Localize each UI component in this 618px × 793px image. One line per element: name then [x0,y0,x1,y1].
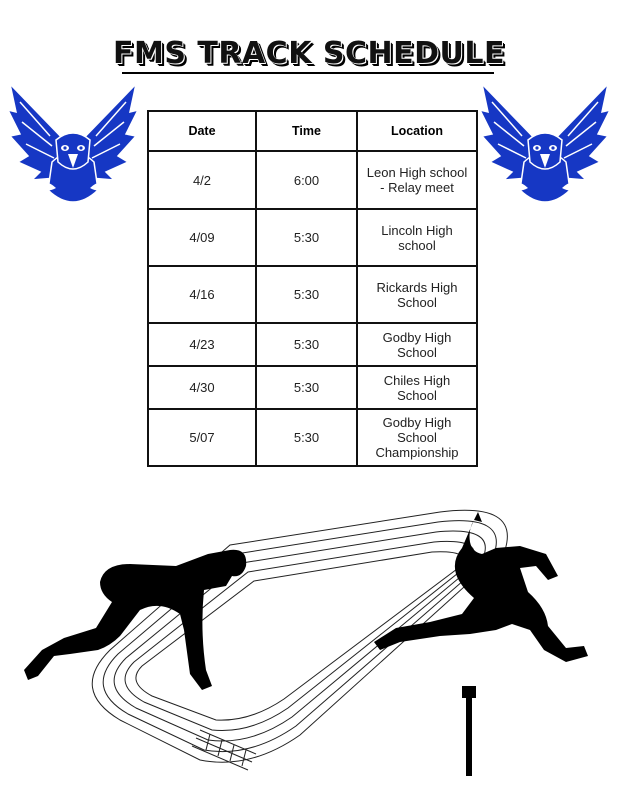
cell-date: 4/09 [148,209,256,266]
title-underline [122,72,494,74]
column-header-date: Date [148,111,256,151]
cell-location: Godby High School Championship [357,409,477,466]
table-row [148,409,477,466]
cell-date: 5/07 [148,409,256,466]
sprinter-silhouette-icon [24,550,246,690]
table-row [148,366,477,409]
hurdle-icon [462,686,476,776]
table-row [148,209,477,266]
cell-time: 5:30 [256,409,357,466]
cell-time: 5:30 [256,209,357,266]
page-title: FMS TRACK SCHEDULE [113,36,505,71]
cell-date: 4/30 [148,366,256,409]
cell-time: 5:30 [256,366,357,409]
cell-location: Chiles High School [357,366,477,409]
cell-time: 5:30 [256,323,357,366]
eagle-logo-icon [6,82,140,212]
cell-location: Godby High School [357,323,477,366]
track-athletes-illustration [0,490,618,793]
cell-date: 4/23 [148,323,256,366]
cell-location: Leon High school - Relay meet [357,151,477,209]
column-header-location: Location [357,111,477,151]
cell-time: 5:30 [256,266,357,323]
cell-location: Lincoln High school [357,209,477,266]
cell-location: Rickards High School [357,266,477,323]
table-header-row [148,111,477,151]
table-row [148,323,477,366]
running-track-icon [92,510,507,762]
cell-date: 4/16 [148,266,256,323]
hurdler-silhouette-icon [374,520,588,662]
cell-time: 6:00 [256,151,357,209]
table-row [148,266,477,323]
eagle-logo-icon [478,82,612,212]
cell-date: 4/2 [148,151,256,209]
column-header-time: Time [256,111,357,151]
schedule-table [147,110,478,467]
table-row [148,151,477,209]
